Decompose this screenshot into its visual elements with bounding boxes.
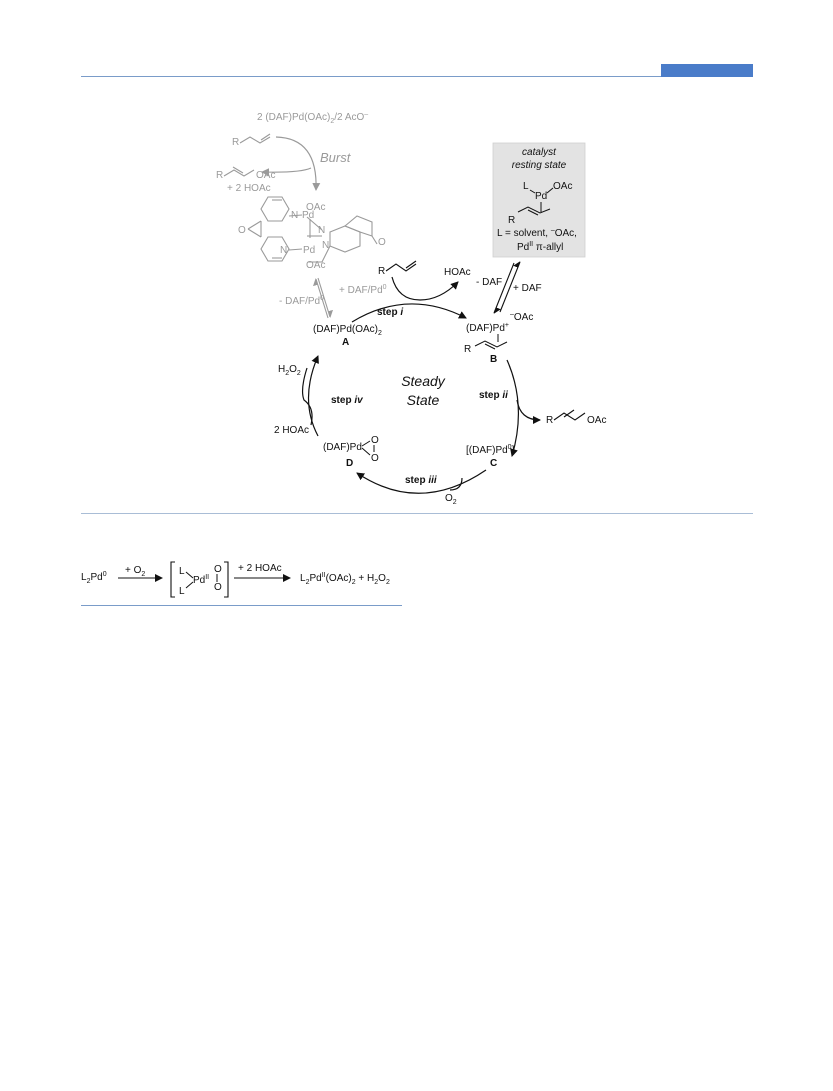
burst-label: Burst bbox=[320, 150, 351, 165]
svg-text:L: L bbox=[179, 586, 185, 597]
o2-in: $O_2$ bbox=[445, 493, 457, 506]
species-A-formula: $(DAF)Pd(OAc)_2$ bbox=[313, 324, 382, 337]
precursor-formula: 2 $(DAF)Pd(OAc)_2/2$ AcO– bbox=[257, 111, 369, 125]
svg-text:N: N bbox=[322, 240, 330, 251]
svg-text:OAc: OAc bbox=[306, 260, 326, 271]
eq-product: $L_2Pd^{II}(OAc)_2 + H_2O_2$ bbox=[300, 572, 390, 586]
svg-text:R: R bbox=[508, 215, 516, 226]
minus-daf-pd0: - DAF/Pd$^0$ bbox=[279, 295, 325, 307]
h2o2-out: $H_2O_2$ bbox=[278, 364, 301, 377]
svg-text:O: O bbox=[378, 237, 386, 248]
svg-text:O: O bbox=[371, 453, 379, 464]
steady-state-label: Steady bbox=[401, 373, 445, 389]
svg-text:OAc: OAc bbox=[553, 181, 573, 192]
precursor-product-OAc: OAc bbox=[256, 170, 276, 181]
step-iii-label: step iii bbox=[405, 475, 437, 486]
svg-text:R: R bbox=[546, 415, 554, 426]
steady-state-label-2: State bbox=[406, 392, 440, 408]
species-B-formula: (DAF)Pd+ bbox=[466, 322, 509, 334]
svg-text:R: R bbox=[464, 344, 472, 355]
svg-text:R: R bbox=[378, 266, 386, 277]
svg-text:O: O bbox=[371, 435, 379, 446]
svg-text:O: O bbox=[214, 564, 222, 575]
two-hoac-in: 2 HOAc bbox=[274, 425, 310, 436]
resting-state-box bbox=[493, 143, 585, 257]
species-D-label: D bbox=[346, 458, 354, 469]
svg-text:resting state: resting state bbox=[511, 160, 567, 171]
species-B-anion: –OAc bbox=[510, 311, 534, 323]
species-C-formula: [(DAF)Pd$^0$] bbox=[466, 444, 515, 456]
svg-text:N: N bbox=[291, 210, 299, 221]
eq-arrow2-label: + 2 HOAc bbox=[238, 563, 282, 574]
step-ii-label: step ii bbox=[479, 390, 508, 401]
resting-eq-back bbox=[494, 263, 514, 313]
svg-text:OAc: OAc bbox=[306, 202, 326, 213]
step-i-side-arrow bbox=[392, 277, 458, 300]
minus-daf: - DAF bbox=[476, 277, 503, 288]
step-iv-label: step iv bbox=[331, 395, 363, 406]
burst-arrow bbox=[276, 137, 316, 190]
oxygen-equation bbox=[81, 562, 390, 597]
resting-state-legend-2: $Pd^{II}$ π-allyl bbox=[517, 241, 564, 253]
equation-divider-rule bbox=[81, 605, 402, 606]
svg-text:O: O bbox=[238, 225, 246, 236]
precursor-alkene-bonds bbox=[240, 137, 270, 143]
plus-daf: + DAF bbox=[513, 283, 542, 294]
dimer-Pd-top: Pd bbox=[302, 210, 315, 221]
svg-text:N: N bbox=[280, 245, 288, 256]
eq-intermediate-Pd: $Pd^{II}$ bbox=[193, 574, 210, 586]
precursor-region bbox=[216, 111, 387, 318]
svg-text:catalyst: catalyst bbox=[522, 147, 556, 158]
species-C-label: C bbox=[490, 458, 498, 469]
dimer-Pd-bottom: Pd bbox=[303, 245, 316, 256]
eq-arrow1-label: + $O_2$ bbox=[125, 565, 146, 578]
svg-text:L: L bbox=[523, 181, 529, 192]
precursor-alkene-R: R bbox=[232, 137, 240, 148]
species-D-formula: (DAF)Pd bbox=[323, 442, 362, 453]
step-ii-side-arrow bbox=[517, 400, 540, 420]
svg-text:Pd: Pd bbox=[535, 191, 548, 202]
species-B-label: B bbox=[490, 354, 498, 365]
product-OAc: OAc bbox=[587, 415, 607, 426]
arrow-step-i bbox=[352, 304, 466, 322]
svg-text:N: N bbox=[318, 225, 326, 236]
resting-state-legend-1: L = solvent, –OAc, bbox=[497, 227, 577, 239]
precursor-hoac: + 2 HOAc bbox=[227, 183, 271, 194]
arrow-step-iv bbox=[309, 356, 319, 436]
species-A-label: A bbox=[342, 337, 350, 348]
scheme-divider-rule bbox=[81, 513, 753, 514]
step-i-label: step i bbox=[377, 307, 404, 318]
plus-daf-pd0: + DAF/$Pd^0$ bbox=[339, 284, 387, 296]
hoac-out: HOAc bbox=[444, 267, 471, 278]
eq-reactant: $L_2Pd^0$ bbox=[81, 571, 107, 585]
precursor-product-R: R bbox=[216, 170, 224, 181]
arrow-step-ii bbox=[507, 360, 518, 456]
svg-text:O: O bbox=[214, 582, 222, 593]
svg-text:L: L bbox=[179, 566, 185, 577]
